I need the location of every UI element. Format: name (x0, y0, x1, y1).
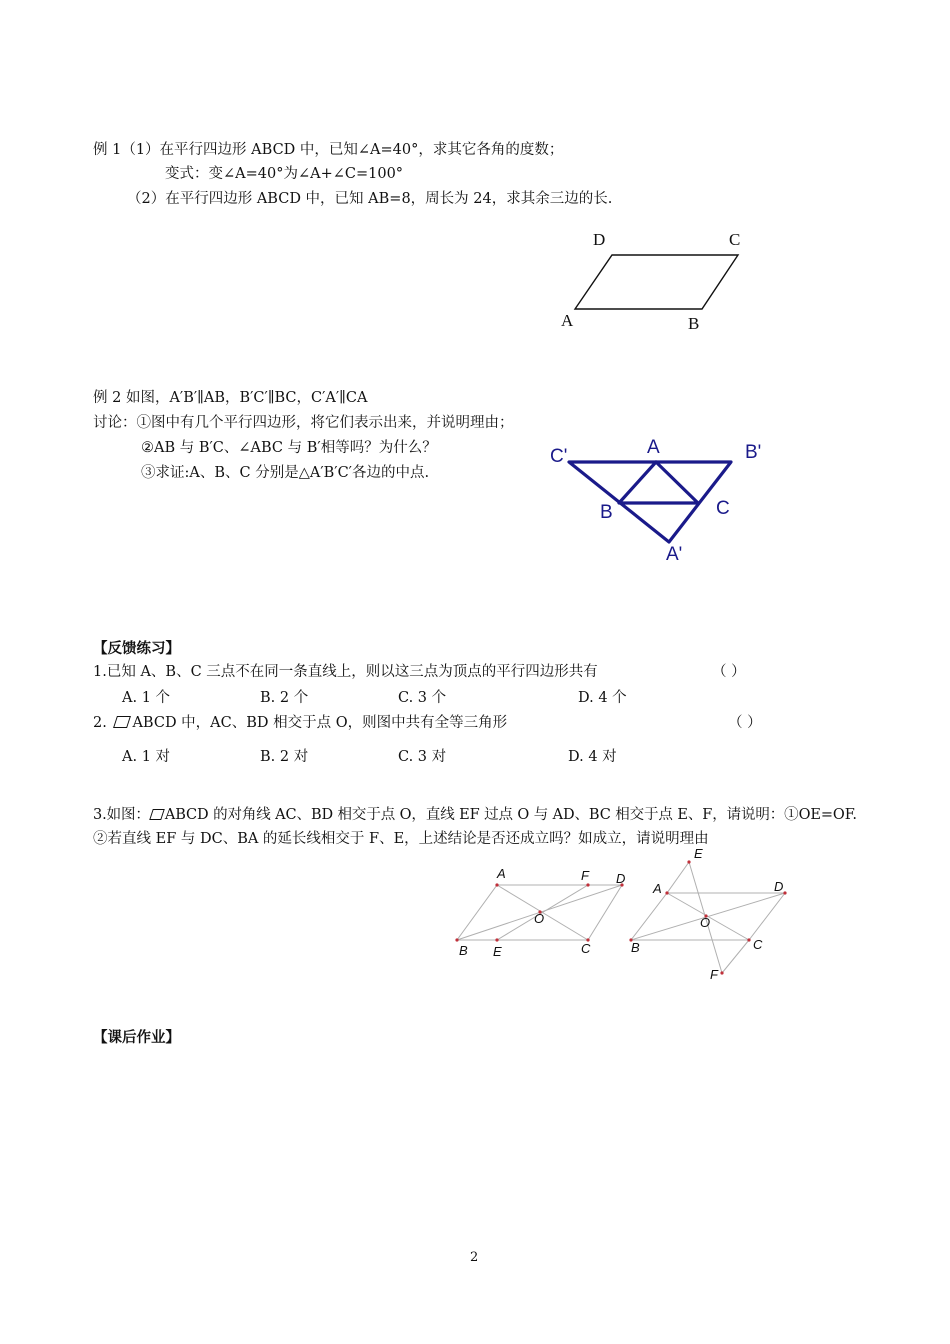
q3-prefix: 3.如图： (93, 807, 150, 823)
label-c: C (729, 230, 741, 249)
fig1-label-b: B (459, 943, 468, 958)
ex1-variant: 变式：变∠A=40°为∠A+∠C=100° (165, 166, 404, 182)
page-number: 2 (470, 1250, 479, 1265)
label-b-prime: B' (745, 442, 762, 463)
q2-option-c: C. 3 对 (398, 749, 447, 765)
fig2-label-f: F (710, 967, 718, 982)
q3-text: ABCD 的对角线 AC、BD 相交于点 O，直线 EF 过点 O 与 AD、BC 相交于点 E、F，请说明：①OE=OF. (164, 807, 857, 823)
q2-number: 2. (93, 715, 107, 731)
fig1-label-f: F (581, 868, 589, 883)
q2-option-d: D. 4 对 (568, 749, 617, 765)
q1-bracket: （ ） (712, 664, 746, 680)
fig1-label-c: C (581, 941, 591, 956)
label-b: B (600, 502, 613, 523)
ex1-line2: （2）在平行四边形 ABCD 中，已知 AB=8，周长为 24，求其余三边的长. (127, 191, 613, 207)
label-a-prime: A' (666, 544, 683, 565)
fig2-label-o: O (700, 915, 711, 930)
q2-stem: ABCD 中，AC、BD 相交于点 O，则图中共有全等三角形 (132, 715, 508, 731)
q2-option-a: A. 1 对 (122, 749, 171, 765)
fig1-label-d: D (616, 871, 626, 886)
fig2-label-b: B (631, 940, 640, 955)
q1-stem: 1.已知 A、B、C 三点不在同一条直线上，则以这三点为顶点的平行四边形共有 (93, 664, 598, 680)
label-c: C (716, 498, 730, 519)
q3-line2: ②若直线 EF 与 DC、BA 的延长线相交于 F、E，上述结论是否还成立吗？如成立，请说明理由 (93, 831, 709, 847)
q2-bracket: （ ） (728, 715, 762, 731)
q2-option-b: B. 2 对 (260, 749, 309, 765)
ex2-line1: 例 2 如图，A′B′∥AB，B′C′∥BC，C′A′∥CA (93, 390, 368, 406)
label-b: B (688, 314, 700, 333)
label-a: A (647, 437, 660, 458)
fig1-label-a: A (497, 866, 506, 881)
q1-option-b: B. 2 个 (260, 690, 309, 706)
fig2-label-c: C (753, 937, 763, 952)
q1-option-d: D. 4 个 (578, 690, 627, 706)
q1-option-a: A. 1 个 (122, 690, 171, 706)
fig2-label-d: D (774, 879, 784, 894)
fig1-label-o: O (534, 911, 545, 926)
label-c-prime: C' (550, 446, 568, 467)
homework-heading: 【课后作业】 (93, 1030, 180, 1046)
fig1-label-e: E (493, 944, 502, 959)
ex1-line1: 例 1（1）在平行四边形 ABCD 中，已知∠A=40°，求其它各角的度数； (93, 142, 564, 158)
fig2-label-e: E (694, 846, 703, 861)
q1-option-c: C. 3 个 (398, 690, 447, 706)
ex2-question2: ②AB 与 B′C、∠ABC 与 B′相等吗？为什么？ (141, 440, 437, 456)
ex2-discussion: 讨论：①图中有几个平行四边形，将它们表示出来，并说明理由； (93, 415, 514, 431)
label-d: D (593, 230, 606, 249)
fig2-label-a: A (653, 881, 662, 896)
label-a: A (561, 311, 574, 330)
feedback-heading: 【反馈练习】 (93, 641, 180, 657)
ex2-question3: ③求证:A、B、C 分别是△A′B′C′各边的中点. (141, 465, 430, 481)
